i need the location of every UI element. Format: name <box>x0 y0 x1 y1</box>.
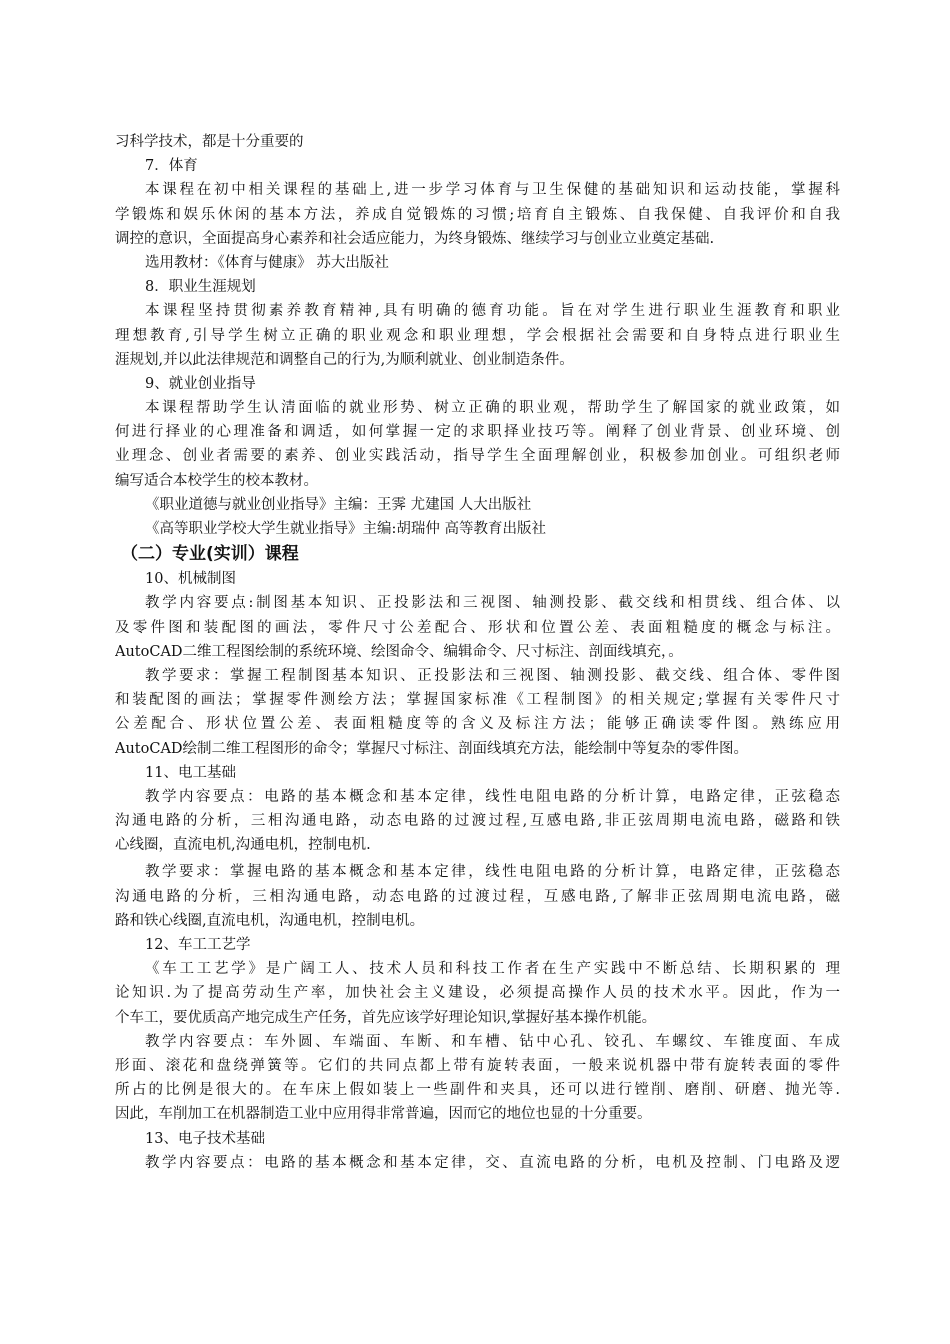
paragraph-line: 教学要求：掌握电路的基本概念和基本定律，线性电阻电路的分析计算，电路定律，正弦稳态 <box>145 864 840 881</box>
document-body <box>115 130 840 1175</box>
item-heading-career-planning: 8．职业生涯规划 <box>145 279 256 296</box>
item-heading-electrical-basics: 11、电工基础 <box>145 764 236 781</box>
paragraph-line: 沟通电路的分析，三相沟通电路，动态电路的过渡过程,互感电路,非正弦周期电流电路，磁路和铁 <box>115 813 840 830</box>
paragraph-line: 学锻炼和娱乐休闲的基本方法，养成自觉锻炼的习惯;培育自主锻炼、自我保健、自我评价和自我 <box>115 206 840 223</box>
paragraph-line: 业理念、创业者需要的素养、创业实践活动，指导学生全面理解创业，积极参加创业。可组织老师 <box>115 448 840 465</box>
paragraph-line: 调控的意识，全面提高身心素养和社会适应能力，为终身锻炼、继续学习与创业立业奠定基础. <box>115 230 715 247</box>
section-heading: （二）专业(实训）课程 <box>121 544 299 565</box>
textbook-line: 选用教材：《体育与健康》 苏大出版社 <box>145 254 389 271</box>
paragraph-line: 编写适合本校学生的校本教材。 <box>115 472 318 489</box>
paragraph-line: 本课程帮助学生认清面临的就业形势、树立正确的职业观，帮助学生了解国家的就业政策，如 <box>145 400 840 417</box>
item-heading-employment-guidance: 9、就业创业指导 <box>145 375 256 392</box>
paragraph-line: 形面、滚花和盘绕弹簧等。它们的共同点都上带有旋转表面，一般来说机器中带有旋转表面的零件 <box>115 1057 840 1074</box>
paragraph-line: 论知识.为了提高劳动生产率，加快社会主义建设，必须提高操作人员的技术水平。因此，作为一 <box>115 985 840 1002</box>
paragraph-line: 因此，车削加工在机器制造工业中应用得非常普遍，因而它的地位也显的十分重要。 <box>115 1106 652 1123</box>
paragraph-line: 《车工工艺学》是广阔工人、技术人员和科技工作者在生产实践中不断总结、长期积累的 理 <box>145 961 840 978</box>
paragraph-line: 习科学技术，都是十分重要的 <box>115 134 304 150</box>
paragraph-line: 理想教育,引导学生树立正确的职业观念和职业理想，学会根据社会需要和自身特点进行职业生 <box>115 327 840 344</box>
paragraph-line: 路和铁心线圈,直流电机，沟通电机，控制电机。 <box>115 912 425 929</box>
textbook-line: 《职业道德与就业创业指导》主编：王霁 尤建国 人大出版社 <box>145 496 532 513</box>
paragraph-line: AutoCAD绘制二维工程图形的命令；掌握尺寸标注、剖面线填充方法，能绘制中等复杂的零件图。 <box>115 740 749 757</box>
item-heading-mechanical-drawing: 10、机械制图 <box>145 571 236 588</box>
paragraph-line: 本课程在初中相关课程的基础上,进一步学习体育与卫生保健的基础知识和运动技能，掌握科 <box>145 182 840 199</box>
paragraph-line: 教学内容要点：电路的基本概念和基本定律，线性电阻电路的分析计算，电路定律，正弦稳态 <box>145 788 840 805</box>
item-heading-pe: 7．体育 <box>145 158 198 175</box>
paragraph-line: 和装配图的画法；掌握零件测绘方法；掌握国家标准《工程制图》的相关规定;掌握有关零件尺寸 <box>115 692 840 709</box>
paragraph-line: 教学要求：掌握工程制图基本知识、正投影法和三视图、轴测投影、截交线、组合体、零件图 <box>145 667 840 684</box>
paragraph-line: 所占的比例是很大的。在车床上假如装上一些副件和夹具，还可以进行镗削、磨削、研磨、抛光等. <box>115 1082 840 1099</box>
paragraph-line: 沟通电路的分析，三相沟通电路，动态电路的过渡过程，互感电路,了解非正弦周期电流电路，磁 <box>115 888 840 905</box>
paragraph-line: AutoCAD二维工程图绘制的系统环境、绘图命令、编辑命令、尺寸标注、剖面线填充，。 <box>115 643 683 660</box>
paragraph-line: 教学内容要点：电路的基本概念和基本定律，交、直流电路的分析，电机及控制、门电路及逻 <box>145 1154 840 1171</box>
paragraph-line: 心线圈，直流电机,沟通电机，控制电机. <box>115 837 371 854</box>
paragraph-line: 教学内容要点：车外圆、车端面、车断、和车槽、钻中心孔、铰孔、车螺纹、车锥度面、车成 <box>145 1033 840 1050</box>
paragraph-line: 个车工，要优质高产地完成生产任务，首先应该学好理论知识,掌握好基本操作机能。 <box>115 1009 657 1026</box>
paragraph-line: 涯规划,并以此法律规范和调整自己的行为,为顺利就业、创业制造条件。 <box>115 351 574 368</box>
item-heading-lathe-technology: 12、车工工艺学 <box>145 937 251 953</box>
paragraph-line: 何进行择业的心理准备和调适，如何掌握一定的求职择业技巧等。阐释了创业背景、创业环境、创 <box>115 424 840 441</box>
textbook-line: 《高等职业学校大学生就业指导》主编:胡瑞仲 高等教育出版社 <box>145 521 546 537</box>
paragraph-line: 本课程坚持贯彻素养教育精神,具有明确的德育功能。旨在对学生进行职业生涯教育和职业 <box>145 303 840 320</box>
paragraph-line: 公差配合、形状位置公差、表面粗糙度等的含义及标注方法；能够正确读零件图。熟练应用 <box>115 716 840 733</box>
paragraph-line: 教学内容要点:制图基本知识、正投影法和三视图、轴测投影、截交线和相贯线、组合体、以 <box>145 595 840 612</box>
paragraph-line: 及零件图和装配图的画法，零件尺寸公差配合、形状和位置公差、表面粗糙度的概念与标注。 <box>115 619 840 636</box>
item-heading-electronics-basics: 13、电子技术基础 <box>145 1130 265 1147</box>
